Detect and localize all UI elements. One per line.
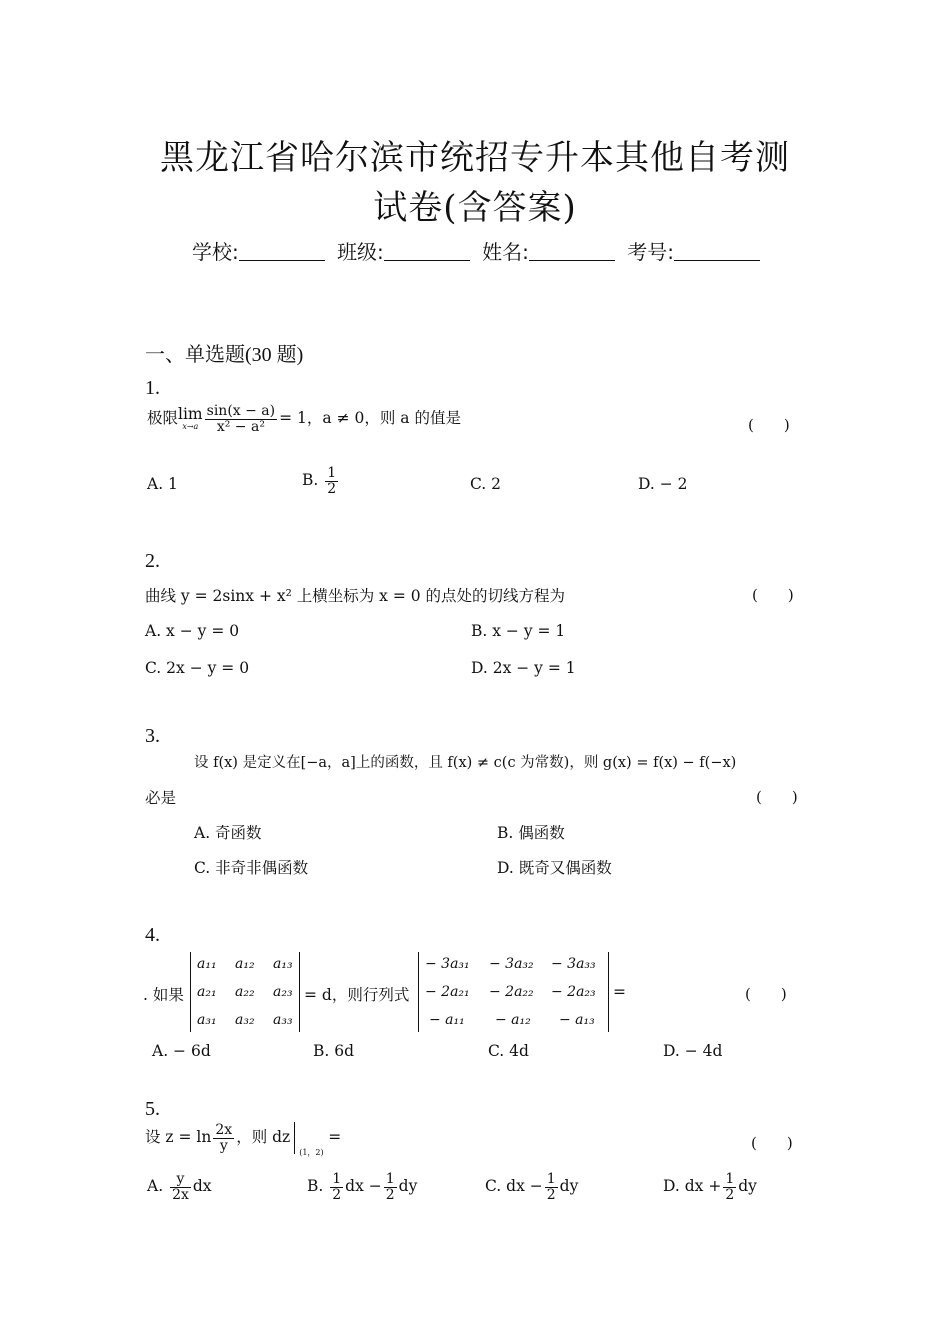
q4-suffix: =	[613, 983, 626, 1001]
student-info-row	[0, 236, 950, 265]
q2-answer-paren: ( )	[752, 586, 794, 604]
q1-suffix: = 1，a ≠ 0，则 a 的值是	[279, 409, 461, 428]
q2-option-b: B. x − y = 1	[471, 622, 566, 640]
q1-option-b-fraction	[325, 466, 338, 496]
q1-prefix: 极限	[147, 409, 179, 428]
q1-option-d: D. − 2	[638, 475, 688, 493]
det1-cell: a₁₁	[197, 956, 217, 972]
det1-cell: a₂₁	[197, 984, 217, 1000]
q5-b-label: B.	[307, 1177, 329, 1196]
question-5-number: 5.	[145, 1098, 160, 1120]
name-blank	[529, 243, 615, 261]
q1-option-b-num: 1	[327, 465, 337, 481]
q5-option-a	[147, 1172, 212, 1202]
class-blank	[384, 243, 470, 261]
q2-option-d: D. 2x − y = 1	[471, 659, 576, 677]
det2-cell: − a₁₂	[495, 1012, 531, 1028]
question-5-stem	[145, 1121, 342, 1157]
q3-option-a: A. 奇函数	[194, 824, 262, 842]
q5-a-num: y	[170, 1172, 191, 1188]
exam-number-blank	[674, 243, 760, 261]
q5-c-num: 1	[546, 1171, 556, 1187]
q5-b-den2: 2	[385, 1186, 395, 1203]
q5-d-post: dy	[738, 1177, 757, 1196]
q1-lim-sub: x→a	[182, 421, 199, 431]
question-2-stem: 曲线 y = 2sinx + x² 上横坐标为 x = 0 的点处的切线方程为	[145, 587, 566, 605]
q4-prefix: . 如果	[143, 986, 184, 1004]
q5-suffix: =	[328, 1128, 342, 1146]
det1-cell: a₂₂	[235, 984, 255, 1000]
question-3-stem-line2: 必是	[145, 789, 177, 807]
q4-option-b: B. 6d	[313, 1042, 355, 1060]
q1-frac-num: sin(x − a)	[206, 403, 276, 419]
q5-b-fraction-1	[330, 1172, 343, 1202]
question-1-stem	[147, 404, 461, 434]
q5-b-mid: dx −	[345, 1177, 382, 1196]
question-2-number: 2.	[145, 550, 160, 572]
det2-cell: − 3a₃₂	[489, 956, 534, 972]
q5-answer-paren: ( )	[751, 1134, 793, 1152]
q5-d-num: 1	[725, 1171, 735, 1187]
det1-cell: a₃₁	[197, 1012, 217, 1028]
q5-b-fraction-2	[384, 1172, 397, 1202]
q1-fraction	[205, 404, 277, 434]
q1-option-b	[302, 466, 340, 496]
q5-eval-bar	[294, 1122, 328, 1157]
question-4-number: 4.	[145, 924, 160, 946]
exam-number-label: 考号:	[627, 240, 675, 264]
q1-option-b-den: 2	[327, 480, 337, 497]
det1-cell: a₁₃	[273, 956, 293, 972]
q4-option-a: A. − 6d	[152, 1042, 211, 1060]
det1-cell: a₂₃	[273, 984, 293, 1000]
school-label: 学校:	[191, 240, 239, 264]
q5-fraction	[213, 1123, 234, 1153]
q1-option-a: A. 1	[147, 475, 178, 493]
q1-option-c: C. 2	[470, 475, 502, 493]
q5-d-fraction	[723, 1172, 736, 1202]
q1-option-b-label: B.	[302, 471, 324, 490]
q4-determinant-2	[418, 952, 609, 1032]
q5-b-post: dy	[398, 1177, 418, 1196]
q4-determinant-1	[190, 952, 300, 1032]
question-3-stem-line1: 设 f(x) 是定义在[−a，a]上的函数，且 f(x) ≠ c(c 为常数)，则 g(x) = f(x) − f(−x)	[194, 755, 737, 771]
q5-mid: ，则 dz	[236, 1128, 291, 1146]
det1-cell: a₁₂	[235, 956, 255, 972]
q5-a-label: A.	[147, 1177, 169, 1196]
q5-b-den1: 2	[332, 1186, 342, 1203]
q5-frac-num: 2x	[215, 1121, 233, 1138]
q1-lim-text: lim	[178, 405, 203, 424]
det2-cell: − 2a₂₃	[551, 984, 596, 1000]
det2-cell: − a₁₁	[429, 1012, 465, 1028]
det1-cell: a₃₃	[273, 1012, 293, 1028]
q5-c-den: 2	[546, 1186, 556, 1203]
q5-option-c	[485, 1172, 578, 1202]
class-label: 班级:	[337, 240, 384, 264]
q3-answer-paren: ( )	[756, 788, 798, 806]
q5-eval-point: (1，2)	[299, 1148, 324, 1157]
q4-option-c: C. 4d	[488, 1042, 529, 1060]
q1-answer-paren: ( )	[748, 416, 790, 434]
det2-cell: − 2a₂₁	[425, 984, 470, 1000]
q5-b-num1: 1	[332, 1171, 342, 1187]
q5-option-d	[663, 1172, 757, 1202]
q5-c-fraction	[545, 1172, 558, 1202]
name-label: 姓名:	[482, 240, 529, 264]
page-title-line1: 黑龙江省哈尔滨市统招专升本其他自考测	[160, 138, 790, 178]
q1-frac-den: x² − a²	[216, 418, 265, 435]
det2-cell: − 3a₃₃	[551, 956, 596, 972]
q5-b-num2: 1	[385, 1171, 395, 1187]
q5-c-label: C. dx −	[485, 1177, 543, 1196]
school-blank	[239, 243, 325, 261]
det2-cell: − 2a₂₂	[489, 984, 534, 1000]
q5-prefix: 设 z = ln	[145, 1128, 212, 1146]
q3-option-c: C. 非奇非偶函数	[194, 859, 309, 877]
question-3-number: 3.	[145, 725, 160, 747]
q5-a-post: dx	[192, 1177, 212, 1196]
q4-mid: = d，则行列式	[304, 986, 410, 1004]
q5-option-b	[307, 1172, 417, 1202]
q2-option-a: A. x − y = 0	[145, 622, 240, 640]
q5-a-den: 2x	[172, 1186, 189, 1203]
q5-a-fraction	[170, 1172, 191, 1202]
q5-d-den: 2	[725, 1186, 735, 1203]
det2-cell: − a₁₃	[559, 1012, 595, 1028]
section-title: 一、单选题(30 题)	[145, 344, 304, 366]
det1-cell: a₃₂	[235, 1012, 255, 1028]
q5-d-label: D. dx +	[663, 1177, 722, 1196]
det2-cell: − 3a₃₁	[425, 956, 470, 972]
q5-frac-den: y	[219, 1137, 228, 1154]
q2-option-c: C. 2x − y = 0	[145, 659, 250, 677]
q3-option-b: B. 偶函数	[497, 824, 565, 842]
q1-limit	[178, 407, 203, 431]
question-1-number: 1.	[145, 377, 160, 399]
page-title-line2: 试卷(含答案)	[373, 188, 577, 228]
q4-option-d: D. − 4d	[663, 1042, 723, 1060]
q3-option-d: D. 既奇又偶函数	[497, 859, 612, 877]
q4-answer-paren: ( )	[745, 985, 787, 1003]
q5-c-post: dy	[559, 1177, 579, 1196]
